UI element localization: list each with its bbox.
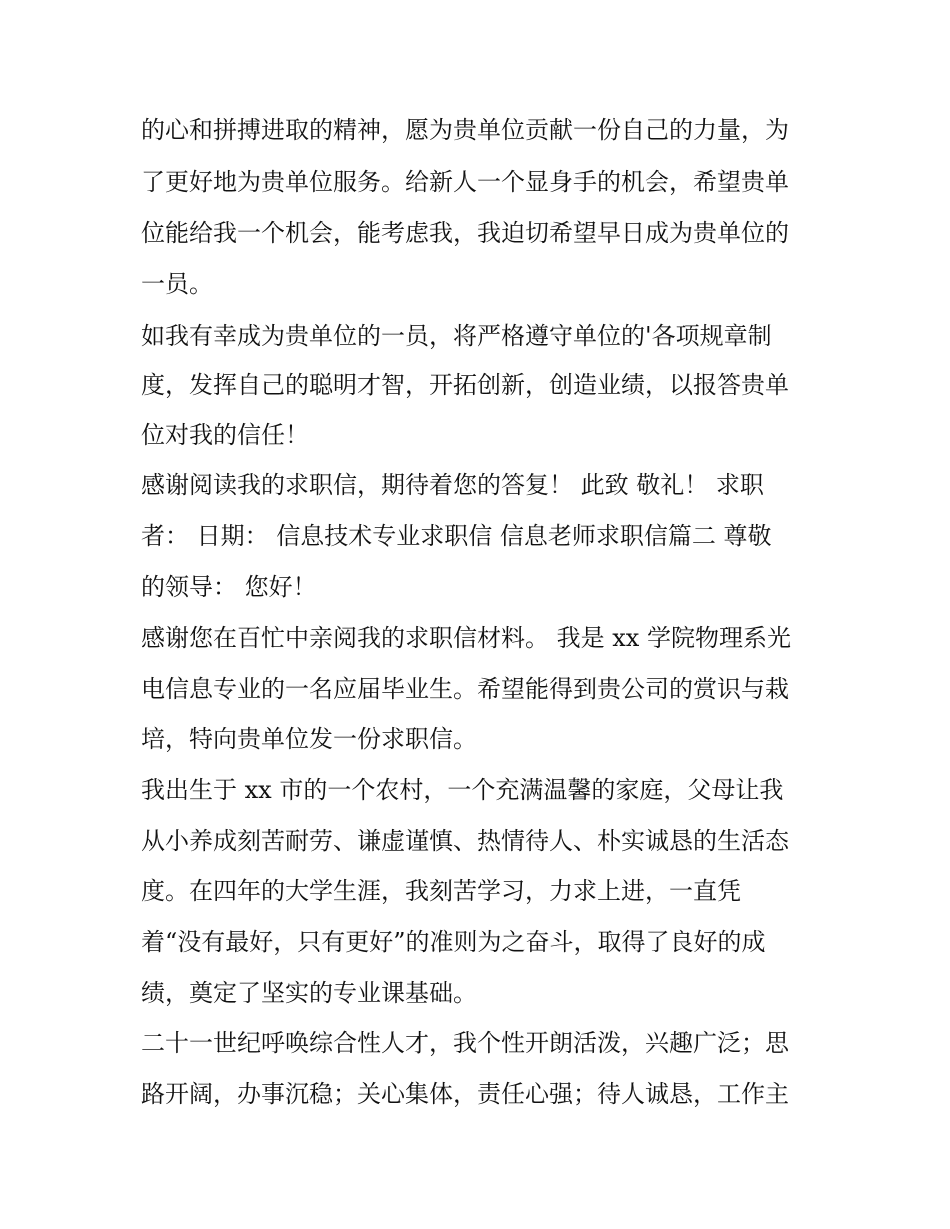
text-line: 位对我的信任！	[141, 421, 309, 449]
text-line: 从小养成刻苦耐劳、谦虚谨慎、热情待人、朴实诚恳的生活态	[141, 827, 789, 855]
text-line: 位能给我一个机会，能考虑我，我迫切希望早日成为贵单位的	[141, 219, 789, 247]
text-line: 了更好地为贵单位服务。给新人一个显身手的机会，希望贵单	[141, 168, 789, 196]
text-line: 者： 日期： 信息技术专业求职信 信息老师求职信篇二 尊敬	[141, 522, 772, 550]
text-line: 一员。	[141, 270, 213, 298]
text-line: 培，特向贵单位发一份求职信。	[141, 725, 477, 753]
text-line: 着“没有最好，只有更好”的准则为之奋斗，取得了良好的成	[141, 928, 766, 956]
text-line: 路开阔，办事沉稳；关心集体，责任心强；待人诚恳，工作主	[141, 1080, 789, 1108]
text-line: 度，发挥自己的聪明才智，开拓创新，创造业绩，以报答贵单	[141, 371, 789, 399]
text-line: 的领导： 您好！	[141, 573, 317, 601]
text-line: 电信息专业的一名应届毕业生。希望能得到贵公司的赏识与栽	[141, 675, 789, 703]
text-line: 绩，奠定了坚实的专业课基础。	[141, 979, 477, 1007]
text-line: 我出生于 xx 市的一个农村，一个充满温馨的家庭，父母让我	[141, 776, 784, 804]
text-line: 感谢阅读我的求职信，期待着您的答复！ 此致 敬礼！ 求职	[141, 471, 764, 499]
text-line: 如我有幸成为贵单位的一员，将严格遵守单位的'各项规章制	[141, 322, 772, 350]
text-line: 度。在四年的大学生涯，我刻苦学习，力求上进，一直凭	[141, 877, 741, 905]
text-line: 二十一世纪呼唤综合性人才，我个性开朗活泼，兴趣广泛；思	[141, 1029, 789, 1057]
text-line: 的心和拼搏进取的精神，愿为贵单位贡献一份自己的力量，为	[141, 116, 789, 144]
text-line: 感谢您在百忙中亲阅我的求职信材料。 我是 xx 学院物理系光	[141, 624, 791, 652]
